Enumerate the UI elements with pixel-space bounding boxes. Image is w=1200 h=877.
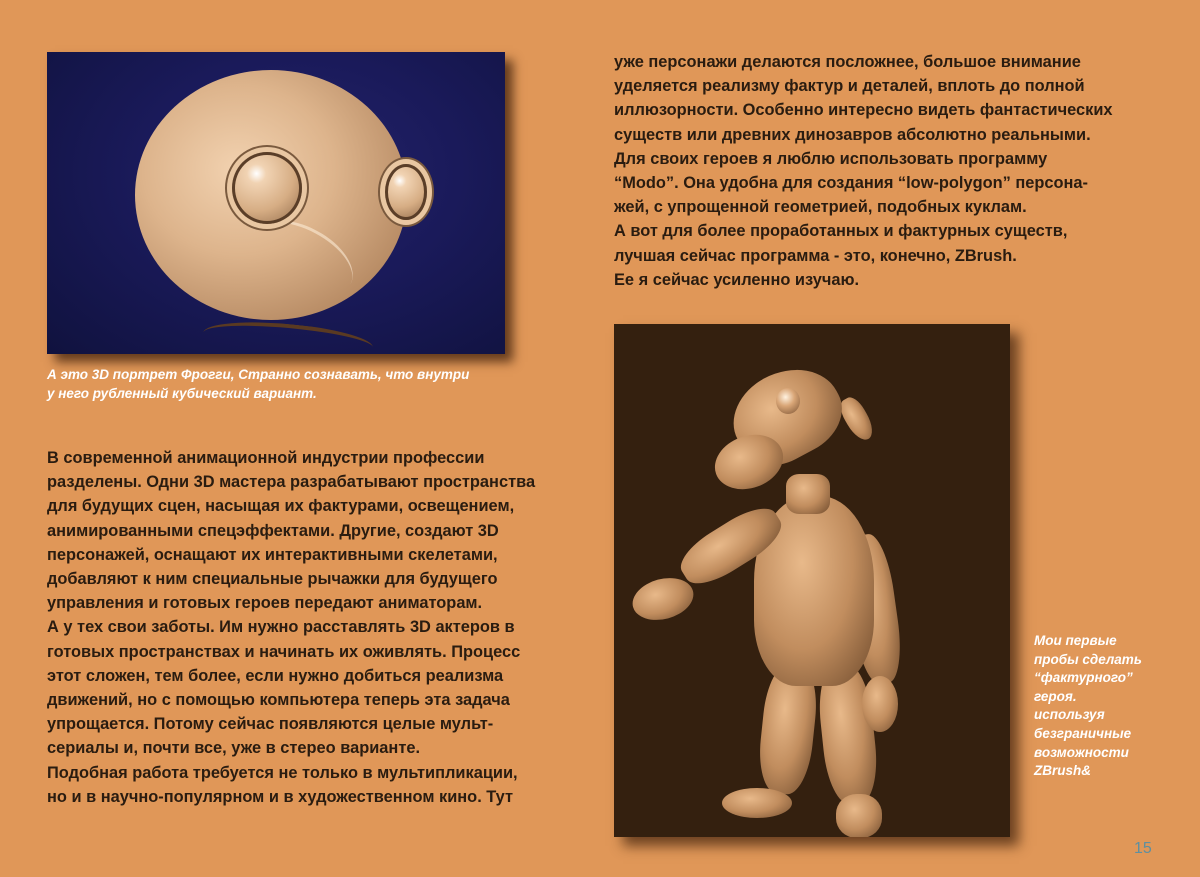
froggy-caption (47, 365, 487, 403)
left-column-text (47, 446, 535, 809)
frog-eye-right (385, 164, 427, 220)
caption-line: используя (1034, 707, 1105, 723)
text-line: добавляют к ним специальные рычажки для будущего (47, 570, 498, 589)
creature-horn (836, 394, 878, 445)
text-line: существ или древних динозавров абсолютно реальными. (614, 125, 1091, 144)
text-line: лучшая сейчас программа - это, конечно, ZBrush. (614, 246, 1017, 265)
text-line: но и в научно-популярном и в художественном кино. Тут (47, 787, 514, 806)
frog-eye-left (232, 152, 302, 224)
text-line: разделены. Одни 3D мастера разрабатывают пространства (47, 473, 536, 492)
creature-foot-left (722, 788, 792, 818)
caption-line: Мои первые (1034, 633, 1117, 648)
creature-eye (776, 388, 800, 414)
creature-neck (786, 474, 830, 514)
text-line: иллюзорности. Особенно интересно видеть фантастических (614, 101, 1113, 120)
caption-line: у него рубленный кубический вариант. (47, 386, 317, 401)
creature-foot-right (836, 794, 882, 837)
caption-line: безграничные (1034, 725, 1132, 741)
text-line: для будущих сцен, насыщая их фактурами, освещением, (47, 497, 515, 516)
caption-line: пробы сделать (1034, 651, 1142, 667)
text-line: жей, с упрощенной геометрией, подобных куклам. (614, 198, 1027, 217)
caption-line: А это 3D портрет Фрогги, Странно сознавать, что внутри (47, 367, 470, 382)
text-line: А у тех свои заботы. Им нужно расставлять 3D актеров в (47, 618, 515, 637)
text-line: анимированными спецэффектами. Другие, создают 3D (47, 521, 499, 540)
text-line: упрощается. Потому сейчас появляются целые мульт- (47, 715, 494, 734)
text-line: готовых пространствах и начинать их оживлять. Процесс (47, 642, 521, 661)
caption-line: ZBrush& (1034, 763, 1091, 779)
frog-mouth (202, 315, 374, 354)
text-line: “Modo”. Она удобна для создания “low-polygon” персона- (614, 174, 1089, 193)
text-line: А вот для более проработанных и фактурных существ, (614, 222, 1068, 241)
text-line: уделяется реализму фактур и деталей, вплоть до полной (614, 77, 1085, 96)
right-column-text (614, 50, 1113, 292)
text-line: уже персонажи делаются посложнее, большое внимание (614, 53, 1081, 71)
text-line: сериалы и, почти все, уже в стерео варианте. (47, 739, 421, 758)
zbrush-creature-image (614, 324, 1010, 837)
text-line: движений, но с помощью компьютера теперь эта задача (47, 691, 510, 710)
text-line: Для своих героев я люблю использовать программу (614, 149, 1048, 168)
creature-caption (1034, 632, 1184, 781)
creature-hand-right (862, 676, 898, 732)
text-line: этот сложен, тем более, если нужно добиться реализма (47, 666, 504, 685)
text-line: персонажей, оснащают их интерактивными скелетами, (47, 545, 498, 564)
caption-line: героя. (1034, 688, 1077, 704)
froggy-3d-portrait-image (47, 52, 505, 354)
text-line: Ее я сейчас усиленно изучаю. (614, 270, 860, 289)
text-line: управления и готовых героев передают аниматорам. (47, 594, 483, 613)
text-line: Подобная работа требуется не только в мультипликации, (47, 763, 518, 782)
caption-line: возможности (1034, 744, 1129, 760)
text-line: В современной анимационной индустрии профессии (47, 449, 485, 467)
page-number: 15 (1134, 840, 1152, 857)
caption-line: “фактурного” (1034, 670, 1133, 686)
